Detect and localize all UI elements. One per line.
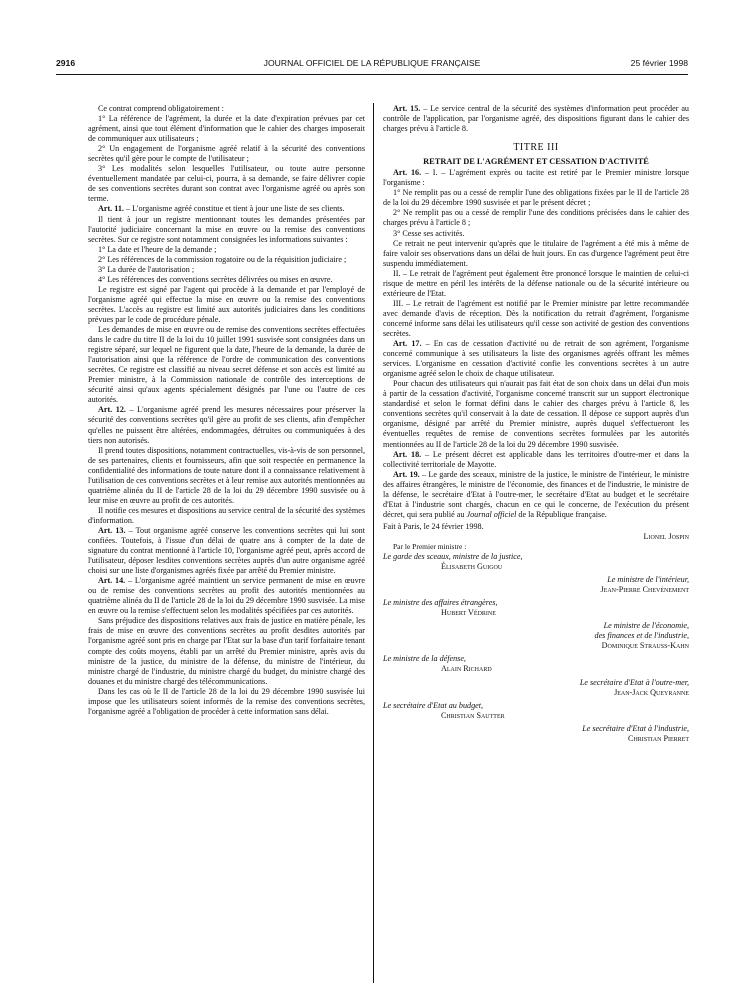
par-premier-ministre: Par le Premier ministre :	[393, 541, 467, 551]
article-11	[88, 204, 365, 214]
header-rule	[56, 74, 688, 75]
article-label: Art. 11.	[98, 204, 124, 214]
article-text: – Le garde des sceaux, ministre de la justice, le ministre de l'intérieur, le ministre des affaires étrangères, le ministre de l'économie, des finances et de l'industrie, le ministre de la défense, le secrétaire d'Etat à l'outre-mer, le secrétaire d'Etat au budget et le secrétaire d'Etat à l'industrie sont chargés, chacun en ce qui le concerne, de l'exécution du présent décret, qui sera publié au	[383, 469, 689, 519]
journal-title: JOURNAL OFFICIEL DE LA RÉPUBLIQUE FRANÇAISE	[263, 58, 481, 68]
paragraph: 2° Un engagement de l'organisme agréé relatif à la sécurité des conventions secrètes qu'il gère pour le compte de l'utilisateur ;	[88, 144, 365, 164]
signer-role: Le secrétaire d'Etat à l'outre-mer,	[579, 677, 689, 687]
signer-name: Élisabeth Guigou	[441, 562, 503, 572]
article-text: – Le service central de la sécurité des systèmes d'information peut procéder au contrôle de l'application, par l'organisme agréé, des dispositions figurant dans le cahier des charges prévu à l'article 8.	[383, 104, 689, 134]
article-text: – Tout organisme agréé conserve les conventions secrètes qui lui sont confiées. Toutefois, à l'issue d'un délai de quatre ans à compter de la date de signature du contrat mentionné à l'article 10, l'organisme agréé peut, après accord de l'utilisateur, déposer lesdites conventions secrètes auprès d'un autre organisme agréé choisi sur une liste d'organismes agréés fixée par arrêté du Premier ministre.	[88, 525, 366, 576]
signature-defense	[383, 651, 689, 674]
paragraph: Il notifie ces mesures et dispositions au service central de la sécurité des systèmes d'information.	[88, 505, 365, 525]
signer-name: Lionel Jospin	[643, 531, 689, 541]
signature-prime-minister	[383, 532, 689, 542]
article-label: Art. 13.	[98, 525, 126, 535]
paragraph: 3° Cesse ses activités.	[393, 228, 465, 238]
article-16	[383, 168, 689, 188]
article-label: Art. 19.	[393, 469, 420, 479]
article-label: Art. 12.	[98, 405, 126, 415]
signer-role: Le secrétaire d'Etat au budget,	[383, 700, 484, 710]
paragraph: 2° Les références de la commission rogatoire ou de la réquisition judiciaire ;	[98, 254, 347, 264]
article-label: Art. 18.	[393, 449, 422, 459]
article-text: – Le présent décret est applicable dans les territoires d'outre-mer et dans la collectivité territoriale de Mayotte.	[383, 449, 689, 469]
paragraph: III. – Le retrait de l'agrément est notifié par le Premier ministre par lettre recommandée avec demande d'avis de réception. Dès la notification du retrait d'agrément, l'organisme concerné informe sans délai les utilisateurs qu'il cesse son activité de gestion des conventions secrètes.	[383, 298, 689, 338]
article-label: Art. 14.	[98, 576, 126, 586]
article-label: Art. 15.	[393, 104, 421, 113]
paragraph: 3° La durée de l'autorisation ;	[98, 264, 195, 274]
signer-role: Le secrétaire d'Etat à l'industrie,	[582, 723, 689, 733]
paragraph: 4° Les références des conventions secrètes délivrées ou mises en œuvre.	[98, 274, 333, 284]
article-text: de la République française.	[516, 509, 607, 519]
signature-interieur	[383, 572, 689, 595]
paragraph: Ce contrat comprend obligatoirement :	[98, 104, 224, 113]
signature-place-date: Fait à Paris, le 24 février 1998.	[383, 521, 484, 531]
signer-role: Le ministre des affaires étrangères,	[383, 598, 498, 608]
article-label: Art. 17.	[393, 339, 422, 349]
signer-role: Le ministre de l'économie,	[603, 621, 689, 631]
article-text: – L'organisme agréé maintient un service permanent de mise en œuvre ou de remise des conventions secrètes au profit des autorités mentionnées au quatrième alinéa du II de l'article 28 de la loi du 29 décembre 1990 susvisée. La mise en œuvre ou la remise s'effectuent selon les modalités spécifiées par ces autorités.	[88, 576, 365, 616]
signer-role: Le ministre de l'intérieur,	[607, 575, 689, 585]
article-19	[383, 470, 689, 520]
article-12	[88, 405, 365, 445]
paragraph: Il tient à jour un registre mentionnant toutes les demandes présentées par l'autorité judiciaire concernant la mise en œuvre ou la remise des conventions secrètes. Sur ce registre sont notamment consignées les informations suivantes :	[88, 214, 365, 244]
signature-intro	[383, 542, 689, 552]
section-heading: RETRAIT DE L'AGRÉMENT ET CESSATION D'ACTIVITÉ	[423, 157, 649, 167]
article-18	[383, 450, 689, 470]
paragraph: Il prend toutes dispositions, notamment contractuelles, vis-à-vis de son personnel, de ses partenaires, clients et fournisseurs, afin que soit respectée en permanence la confidentialité des informations de toute nature dont il a connaissance relativement à l'utilisation de ces conventions secrètes et à leur remise aux autorités mentionnées au quatrième alinéa du II de l'article 28 de la loi du 29 décembre 1990 susvisée ou à leur mise en œuvre au profit de ces autorités.	[88, 445, 365, 505]
signature-economie	[383, 618, 689, 651]
paragraph: Les demandes de mise en œuvre ou de remise des conventions secrètes effectuées dans le cadre du titre II de la loi du 10 juillet 1991 susvisée sont consignées dans un registre séparé, sur lequel ne figurent que la date, l'heure de la demande, la durée de l'autorisation ainsi que la référence de l'ordre de communication des conventions secrètes. Ce registre est classifié au niveau secret défense et son accès est limité au Premier ministre, à la Commission nationale de contrôle des interceptions de sécurité ainsi qu'aux agents spécialement désignés par l'une ou l'autre de ces autorités.	[88, 325, 365, 405]
article-15	[383, 104, 689, 134]
page-header	[56, 58, 688, 72]
signature-industrie	[383, 721, 689, 744]
article-text: – L'organisme agréé prend les mesures nécessaires pour préserver la sécurité des conventions secrètes qu'il gère au profit de ses clients, afin d'empêcher qu'elles ne puissent être altérées, endommagées, détruites ou communiquées à des tiers non autorisés.	[88, 405, 365, 445]
signer-name: Alain Richard	[441, 664, 492, 674]
article-label: Art. 16.	[393, 168, 422, 178]
signer-name: Christian Sautter	[441, 710, 505, 720]
paragraph: Ce retrait ne peut intervenir qu'après que le titulaire de l'agrément a été mis à même de faire valoir ses observations dans un délai de huit jours. En cas d'urgence l'agrément peut être suspendu immédiatement.	[383, 238, 689, 268]
signer-name: Jean-Pierre Chevènement	[600, 585, 689, 595]
signer-name: Christian Pierret	[628, 733, 689, 743]
signer-role: Le ministre de la défense,	[383, 654, 466, 664]
paragraph: 3° Les modalités selon lesquelles l'utilisateur, ou toute autre personne éventuellement mandatée par celui-ci, pourra, à sa demande, se faire délivrer copie de ses conventions secrètes durant son contrat avec l'organisme agréé ou après son terme.	[88, 164, 365, 204]
paragraph: Sans préjudice des dispositions relatives aux frais de justice en matière pénale, les frais de mise en œuvre des conventions secrètes au profit desdites autorités par l'organisme agréé sont pris en charge par l'Etat sur la base d'un tarif forfaitaire tenant compte des coûts moyens, établi par un arrêté du Premier ministre, après avis du ministre de la justice, du ministre de la défense, du ministre de l'intérieur, du ministre chargé de l'industrie, du ministre chargé du budget, du ministre chargé des douanes et du ministre chargé des télécommunications.	[88, 616, 365, 686]
article-17	[383, 339, 689, 379]
right-column	[383, 104, 689, 744]
article-text: – En cas de cessation d'activité ou de retrait de son agrément, l'organisme concerné communique à ses utilisateurs la liste des organismes agréés offrant les mêmes services. L'organisme en cessation d'activité confie les conventions secrètes à un autre organisme agréé selon le choix de chaque utilisateur.	[383, 339, 689, 379]
column-divider	[373, 103, 374, 983]
paragraph: Pour chacun des utilisateurs qui n'aurait pas fait état de son choix dans un délai d'un mois à partir de la cessation d'activité, l'organisme concerné transcrit sur un support électronique standardisé et selon le format défini dans le cahier des charges prévu à l'article 8, les conventions secrètes qu'il conservait à la date de cessation. Il dépose ce support auprès d'un organisme, désigné par arrêté du Premier ministre, auprès duquel s'effectueront les éventuelles requêtes de remise de conventions secrètes formulées par les autorités mentionnées au II de l'article 28 de la loi du 29 décembre 1990 susvisée.	[383, 379, 689, 449]
article-14	[88, 576, 365, 616]
signature-justice	[383, 552, 689, 572]
article-text: – I. – L'agrément exprès ou tacite est retiré par le Premier ministre lorsque l'organisme :	[383, 168, 689, 188]
signer-name: Hubert Védrine	[441, 608, 496, 618]
signature-outre-mer	[383, 675, 689, 698]
paragraph: 2° Ne remplit pas ou a cessé de remplir l'une des conditions précisées dans le cahier des charges prévu à l'article 8 ;	[383, 208, 689, 228]
left-column	[88, 104, 365, 717]
paragraph: II. – Le retrait de l'agrément peut également être prononcé lorsque le maintien de celui-ci risque de mettre en péril les intérêts de la défense nationale ou de la sécurité intérieure ou extérieure de l'Etat.	[383, 268, 689, 298]
article-13	[88, 526, 365, 576]
signature-affaires-etrangeres	[383, 595, 689, 618]
signer-name: Jean-Jack Queyranne	[614, 687, 689, 697]
signer-name: Dominique Strauss-Kahn	[601, 641, 689, 651]
signer-role: des finances et de l'industrie,	[594, 631, 689, 641]
page-number: 2916	[56, 58, 76, 68]
paragraph: 1° La date et l'heure de la demande ;	[98, 244, 217, 254]
signer-role: Le garde des sceaux, ministre de la justice,	[383, 552, 523, 562]
paragraph: 1° La référence de l'agrément, la durée et la date d'expiration prévues par cet agrément, ainsi que tout élément d'information que le cahier des charges imposerait de communiquer aux utilisateurs ;	[88, 114, 365, 144]
paragraph: 1° Ne remplit pas ou a cessé de remplir l'une des obligations fixées par le II de l'article 28 de la loi du 29 décembre 1990 susvisée et par le présent décret ;	[383, 188, 689, 208]
title-heading: TITRE III	[513, 142, 559, 154]
issue-date: 25 février 1998	[630, 58, 688, 68]
paragraph: Le registre est signé par l'agent qui procède à la demande et par l'employé de l'organisme agréé qui effectue la mise en œuvre ou la remise des conventions secrètes. L'accès au registre est limité aux autorités judiciaires dans les conditions prévues par le code de procédure pénale.	[88, 284, 365, 324]
paragraph: Dans les cas où le II de l'article 28 de la loi du 29 décembre 1990 susvisée lui impose que les utilisateurs soient informés de la remise des conventions secrètes, l'organisme agréé a l'obligation de procéder à cette information sans délai.	[88, 686, 365, 716]
journal-reference: Journal officiel	[466, 509, 517, 519]
article-text: – L'organisme agréé constitue et tient à jour une liste de ses clients.	[123, 204, 345, 214]
signature-budget	[383, 698, 689, 721]
